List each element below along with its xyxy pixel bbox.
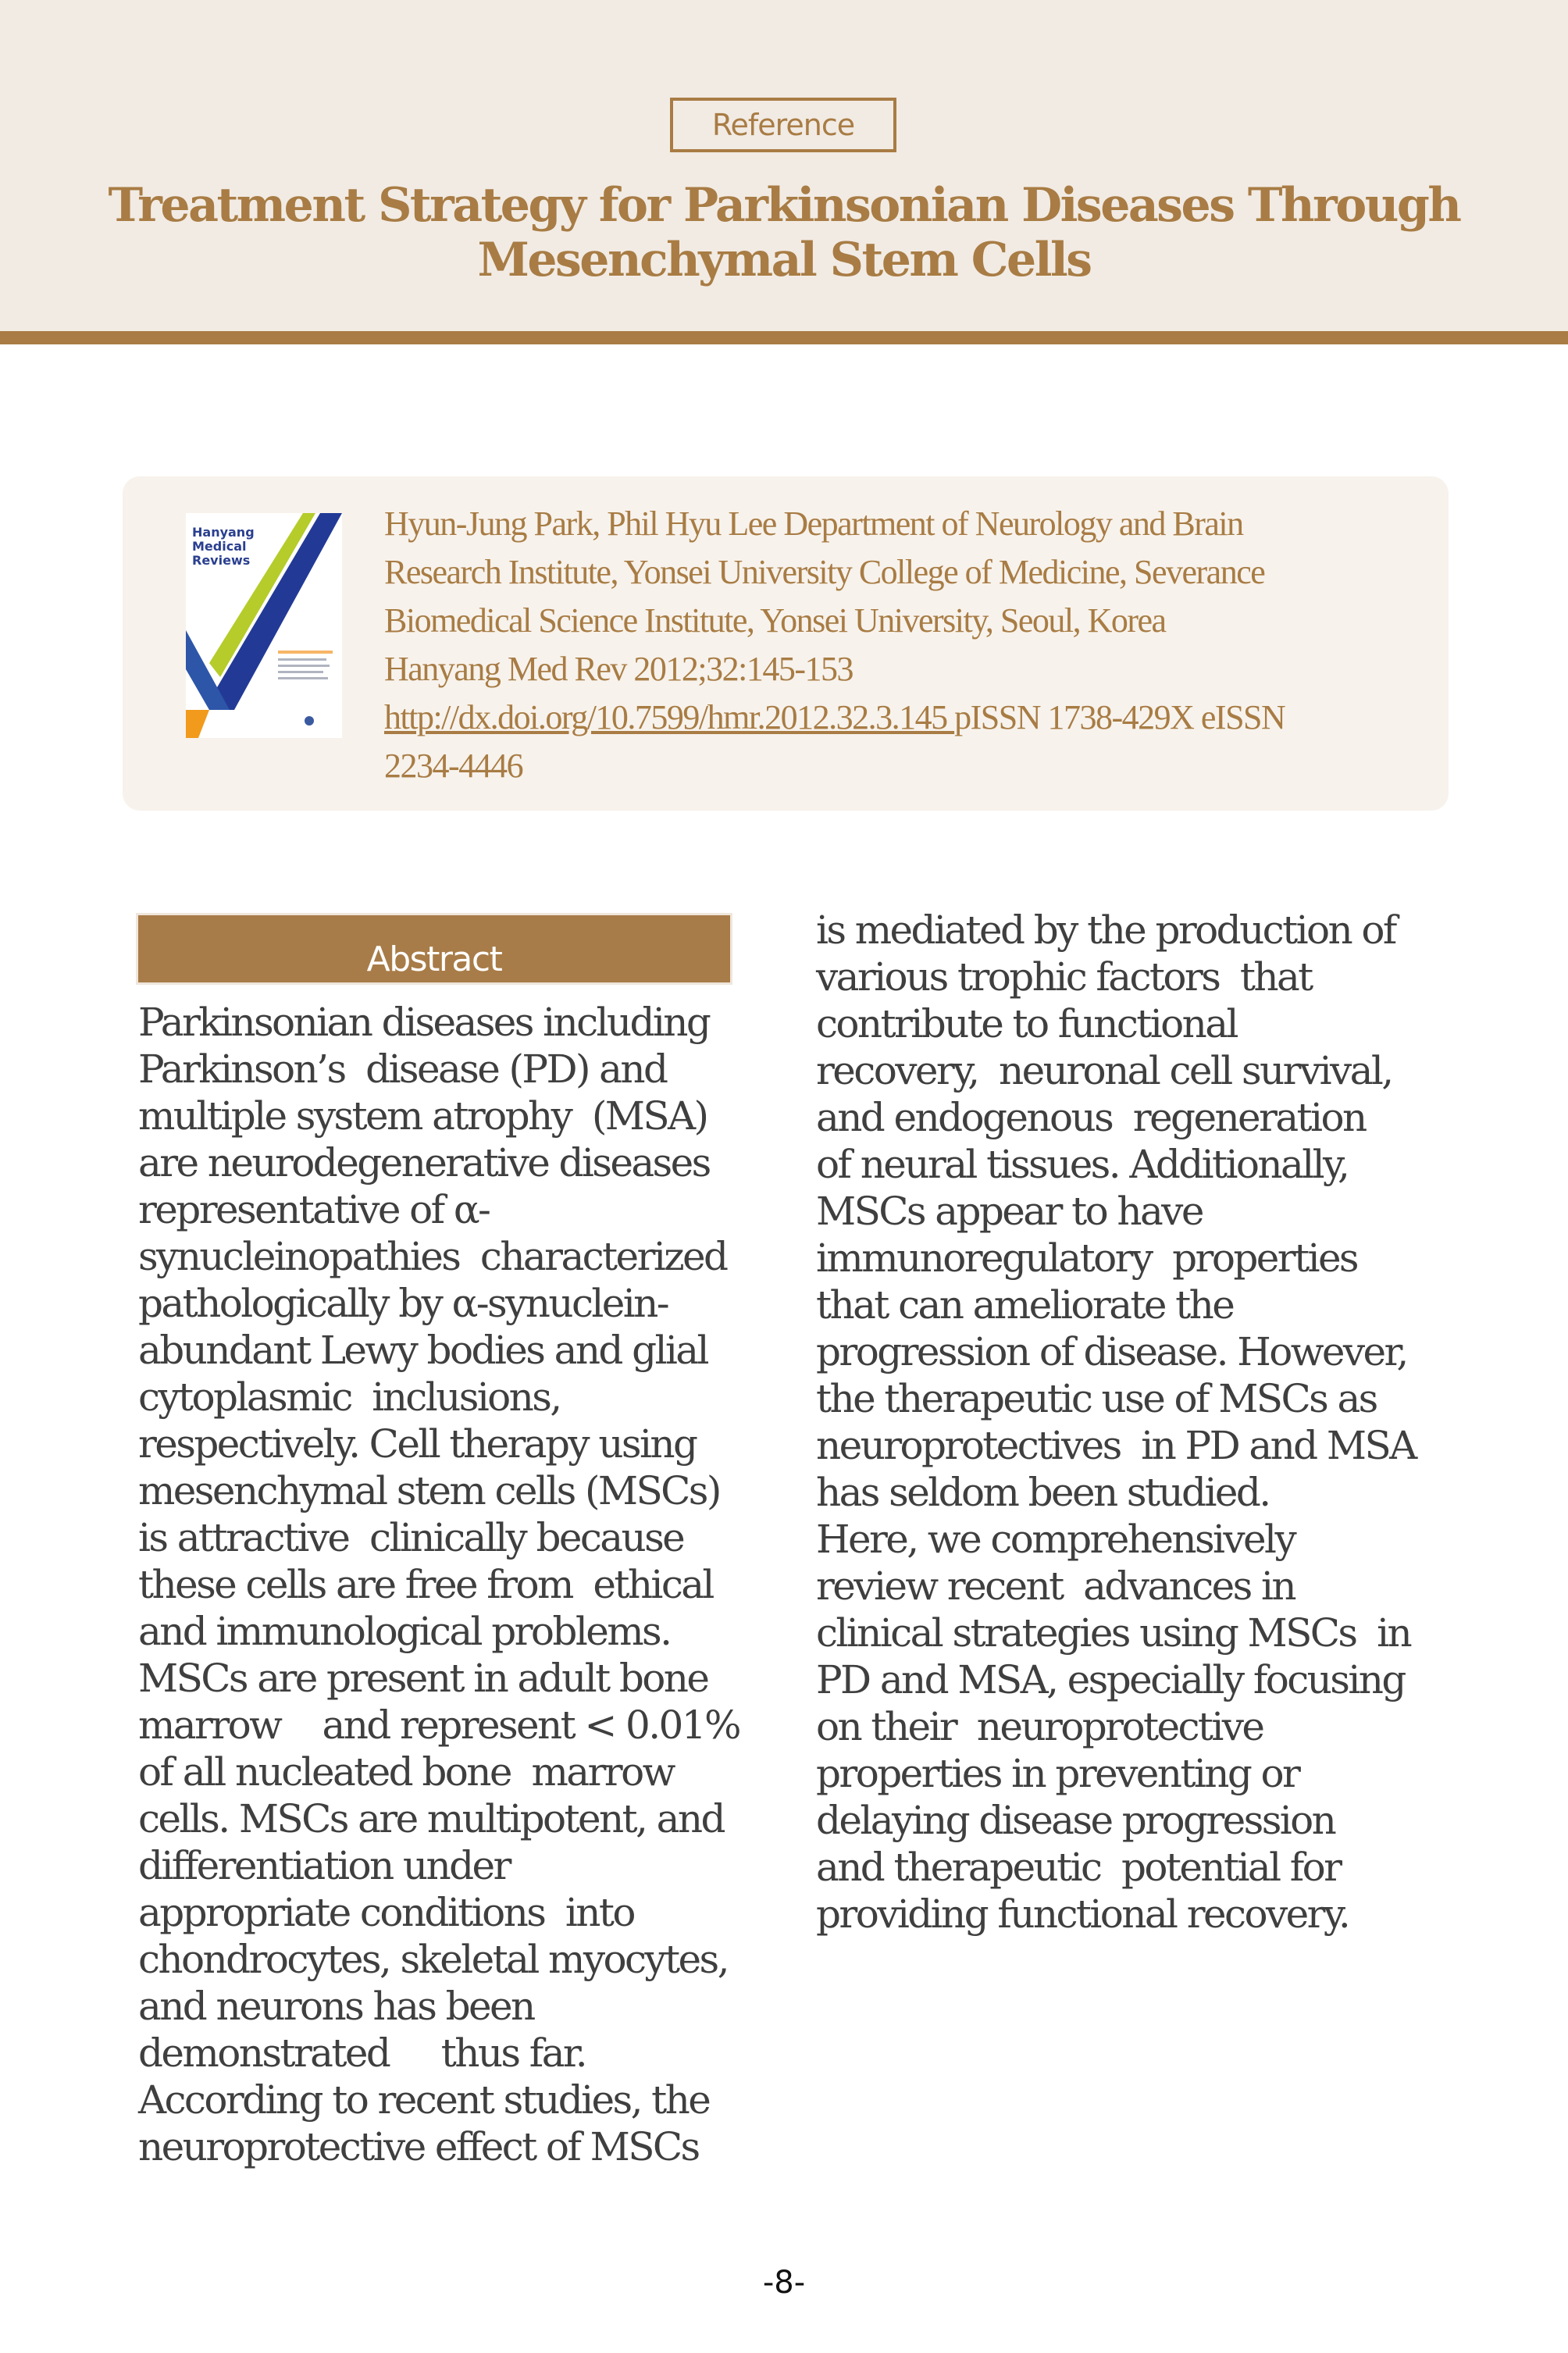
abstract-line: recovery, neuronal cell survival, xyxy=(816,1048,1392,1093)
abstract-line: of neural tissues. Additionally, xyxy=(816,1142,1349,1187)
abstract-line: progression of disease. However, xyxy=(816,1329,1407,1374)
abstract-line: contribute to functional xyxy=(816,1001,1237,1046)
issn-text: pISSN 1738-429X eISSN xyxy=(954,698,1285,736)
abstract-line: the therapeutic use of MSCs as xyxy=(816,1376,1377,1421)
citation-text xyxy=(384,500,1431,790)
abstract-line: chondrocytes, skeletal myocytes, xyxy=(138,1937,728,1982)
abstract-left-column xyxy=(138,999,779,2170)
doi-link[interactable]: http://dx.doi.org/10.7599/hmr.2012.32.3.145 xyxy=(384,698,955,736)
svg-text:Medical: Medical xyxy=(192,539,247,554)
abstract-line: Here, we comprehensively xyxy=(816,1517,1295,1562)
abstract-line: and neurons has been xyxy=(138,1984,534,2029)
abstract-line: immunoregulatory properties xyxy=(816,1235,1357,1281)
abstract-line: cells. MSCs are multipotent, and xyxy=(138,1796,724,1841)
abstract-line: respectively. Cell therapy using xyxy=(138,1421,697,1467)
svg-text:Reviews: Reviews xyxy=(192,553,251,568)
page-number: -8- xyxy=(762,2265,806,2301)
header-divider xyxy=(0,331,1568,344)
abstract-line: properties in preventing or xyxy=(816,1751,1299,1796)
abstract-line: these cells are free from ethical xyxy=(138,1562,713,1607)
abstract-line: differentiation under xyxy=(138,1843,510,1888)
abstract-line: mesenchymal stem cells (MSCs) xyxy=(138,1468,720,1513)
abstract-line: demonstrated thus far. xyxy=(138,2030,586,2076)
abstract-line: cytoplasmic inclusions, xyxy=(138,1374,561,1420)
citation-journal-ref: Hanyang Med Rev 2012;32:145-153 xyxy=(384,650,853,688)
abstract-line: review recent advances in xyxy=(816,1563,1295,1609)
citation-affiliation-line-1: Research Institute, Yonsei University College of Medicine, Severance xyxy=(384,553,1265,591)
abstract-line: providing functional recovery. xyxy=(816,1891,1349,1937)
abstract-line: MSCs appear to have xyxy=(816,1189,1203,1234)
citation-identifiers xyxy=(384,693,1431,742)
abstract-line: of all nucleated bone marrow xyxy=(138,1749,674,1795)
abstract-heading: Abstract xyxy=(366,939,502,979)
eissn-number: 2234-4446 xyxy=(384,747,523,785)
abstract-line: neuroprotectives in PD and MSA xyxy=(816,1423,1416,1468)
abstract-line: appropriate conditions into xyxy=(138,1890,634,1935)
abstract-heading-bar xyxy=(138,915,730,982)
abstract-line: are neurodegenerative diseases xyxy=(138,1140,710,1185)
article-title-line-1: Treatment Strategy for Parkinsonian Diseases Through xyxy=(108,178,1460,233)
abstract-line: and immunological problems. xyxy=(138,1609,671,1654)
abstract-line: multiple system atrophy (MSA) xyxy=(138,1093,707,1139)
abstract-line: According to recent studies, the xyxy=(138,2077,710,2123)
abstract-line: and endogenous regeneration xyxy=(816,1095,1366,1140)
abstract-line: various trophic factors that xyxy=(816,954,1312,1000)
citation-affiliation-line-2: Biomedical Science Institute, Yonsei University, Seoul, Korea xyxy=(384,601,1166,640)
journal-cover-icon xyxy=(186,513,342,738)
abstract-line: delaying disease progression xyxy=(816,1798,1335,1843)
abstract-line: PD and MSA, especially focusing xyxy=(816,1657,1405,1702)
abstract-line: is mediated by the production of xyxy=(816,907,1395,953)
abstract-line: is attractive clinically because xyxy=(138,1515,684,1560)
svg-text:Hanyang: Hanyang xyxy=(192,525,255,540)
abstract-line: MSCs are present in adult bone xyxy=(138,1656,708,1701)
abstract-line: on their neuroprotective xyxy=(816,1704,1263,1749)
reference-badge-label: Reference xyxy=(711,108,855,142)
abstract-line: synucleinopathies characterized xyxy=(138,1234,727,1279)
abstract-line: has seldom been studied. xyxy=(816,1470,1270,1515)
abstract-line: Parkinsonian diseases including xyxy=(138,1000,710,1045)
abstract-line: pathologically by α-synuclein- xyxy=(138,1281,668,1326)
reference-badge xyxy=(670,98,896,152)
abstract-right-column xyxy=(816,907,1456,1938)
abstract-line: Parkinson’s disease (PD) and xyxy=(138,1046,667,1092)
abstract-line: marrow and represent < 0.01% xyxy=(138,1702,739,1748)
abstract-line: representative of α- xyxy=(138,1187,490,1232)
abstract-line: that can ameliorate the xyxy=(816,1282,1234,1328)
citation-authors-line: Hyun-Jung Park, Phil Hyu Lee Department of Neurology and Brain xyxy=(384,504,1243,543)
abstract-line: neuroprotective effect of MSCs xyxy=(138,2124,699,2169)
abstract-line: and therapeutic potential for xyxy=(816,1845,1341,1890)
abstract-line: abundant Lewy bodies and glial xyxy=(138,1328,707,1373)
abstract-line: clinical strategies using MSCs in xyxy=(816,1610,1411,1656)
journal-cover-graphic xyxy=(186,513,342,738)
article-title xyxy=(94,178,1474,287)
article-title-line-2: Mesenchymal Stem Cells xyxy=(477,233,1091,287)
